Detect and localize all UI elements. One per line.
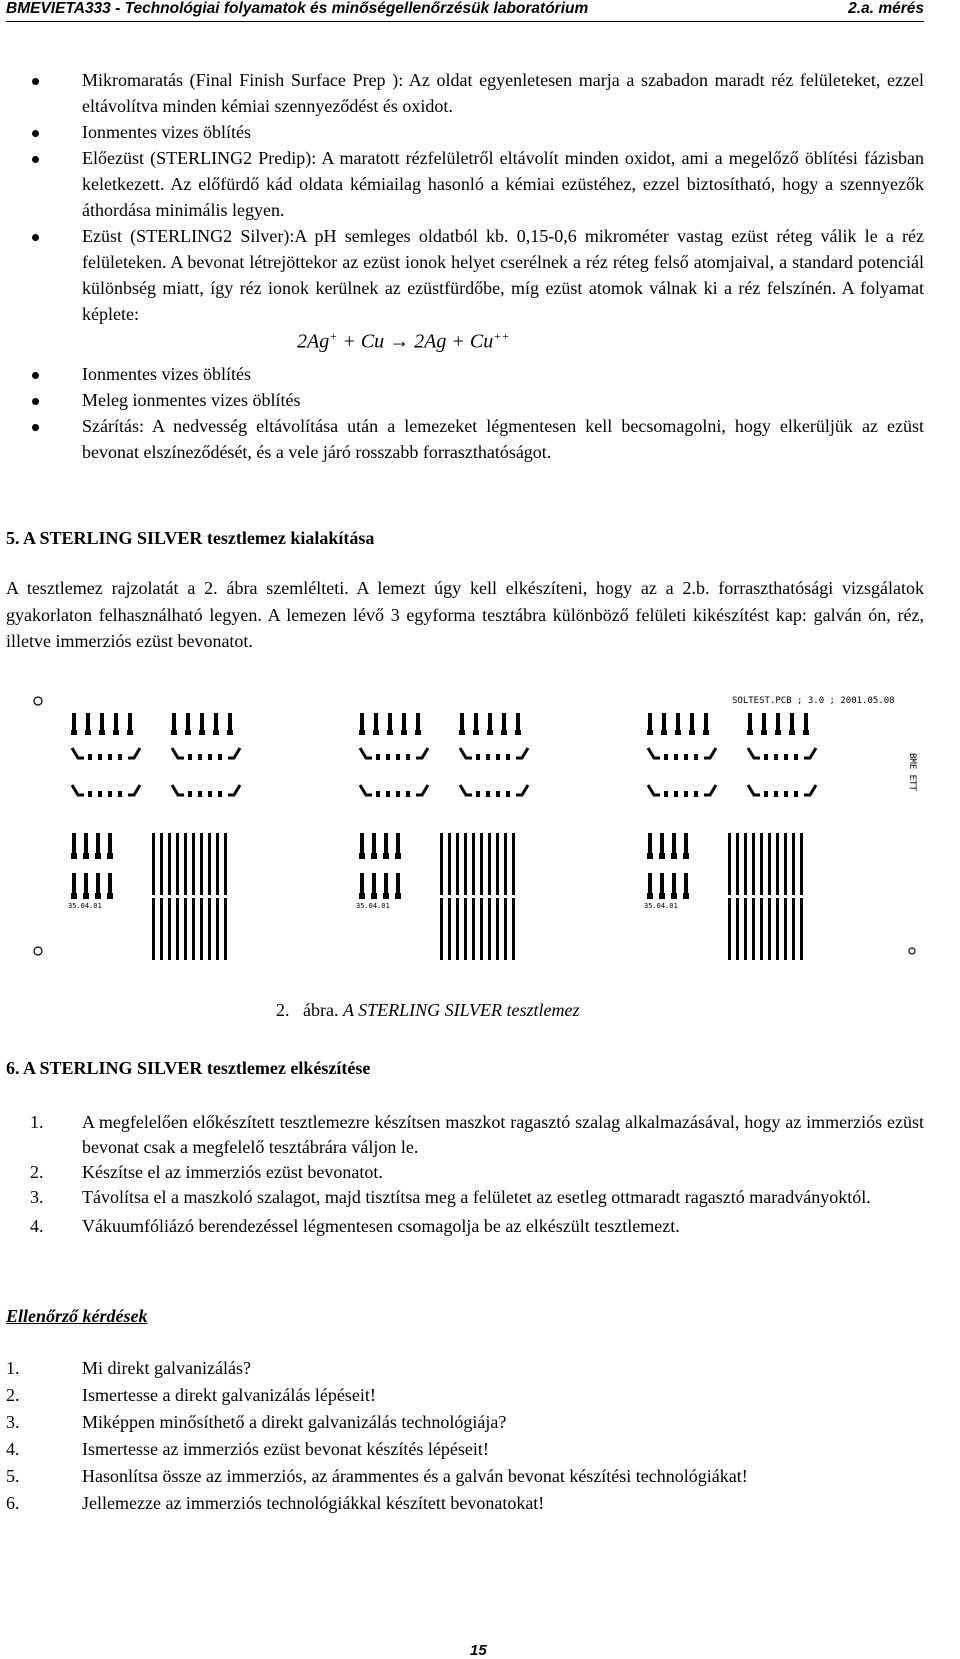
list-item: 2. Ismertesse a direkt galvanizálás lépéseit! [6, 1385, 376, 1405]
questions-title: Ellenőrző kérdések [6, 1306, 148, 1326]
svg-text:SOLTEST.PCB ; 3.0 ; 2001.05.08: SOLTEST.PCB ; 3.0 ; 2001.05.08 [732, 696, 895, 706]
reaction-formula: 2Ag+ + Cu → 2Ag + Cu++ [297, 329, 510, 353]
svg-text:35.04.01: 35.04.01 [356, 902, 390, 910]
questions-list [6, 1355, 924, 1517]
svg-text:BME ETT: BME ETT [907, 753, 917, 791]
bullet-icon [32, 372, 39, 379]
bullet-icon [32, 156, 39, 163]
bullet-icon [32, 130, 39, 137]
list-item: Meleg ionmentes vizes öblítés [32, 387, 924, 413]
bullet-icon [32, 78, 39, 85]
bullet-icon [32, 424, 39, 431]
list-item: Szárítás: A nedvesség eltávolítása után a lemezeket légmentesen kell becsomagolni, hogy elkerüljük az ezüst bevonat elszíneződését, és a vele járó rosszabb forraszthatóságot. [32, 413, 924, 465]
list-item: 1. A megfelelően előkészített tesztlemezre készítsen maszkot ragasztó szalag alkalmazásával, hogy az immerziós ezüst bevonat csak a megfelelő tesztábrára váljon le. [30, 1112, 924, 1157]
list-item: Ionmentes vizes öblítés [32, 119, 924, 145]
bullet-icon [32, 234, 39, 241]
list-item: Előezüst (STERLING2 Predip): A maratott rézfelületről eltávolít minden oxidot, ami a megelőző öblítési fázisban keletkezett. Az előfürdő kád oldata kémiailag hasonló a kémiai ezüstéhez, ezzel biztosítható, hogy a szennyezők áthordása minimális legyen. [32, 145, 924, 223]
list-item: 3. Miképpen minősíthető a direkt galvanizálás technológiája? [6, 1412, 507, 1432]
list-item: 1. Mi direkt galvanizálás? [6, 1358, 251, 1378]
svg-text:35.04.01: 35.04.01 [68, 902, 102, 910]
list-item: 3. Távolítsa el a maszkoló szalagot, majd tisztítsa meg a felületet az esetleg ottmaradt ragasztó maradványoktól. [30, 1187, 871, 1207]
header-lab-id: 2.a. mérés [848, 0, 924, 17]
bullet-icon [32, 398, 39, 405]
list-item: Mikromaratás (Final Finish Surface Prep ): Az oldat egyenletesen marja a szabadon maradt réz felületeket, ezzel eltávolítva minden kémiai szennyeződést és oxidot. [32, 67, 924, 119]
list-item: 6. Jellemezze az immerziós technológiákkal készített bevonatokat! [6, 1493, 545, 1513]
list-item: Ionmentes vizes öblítés [32, 361, 924, 387]
test-board-figure [32, 693, 922, 973]
list-item: 5. Hasonlítsa össze az immerziós, az árammentes és a galván bevonat készítési technológiákat! [6, 1466, 748, 1486]
section-5-text: A tesztlemez rajzolatát a 2. ábra szemlélteti. A lemezt úgy kell elkészíteni, hogy az a 2.b. forraszthatósági vizsgálatok gyakorlaton felhasználható legyen. A lemezen lévő 3 egyforma tesztábra különböző felületi kikészítést kap: galván ón, réz, illetve immerziós ezüst bevonatot. [6, 578, 924, 651]
list-item: Ezüst (STERLING2 Silver):A pH semleges oldatból kb. 0,15-0,6 mikrométer vastag ezüst réteg válik le a réz felületeken. A bevonat létrejöttekor az ezüst ionok helyet cserélnek a réz réteg felső atomjaival, a standard potenciál különbség miatt, így réz ionok kerülnek az ezüstfürdőbe, míg ezüst atomok válnak ki a réz felszínén. A folyamat képlete: [32, 223, 924, 327]
list-item: 2. Készítse el az immerziós ezüst bevonatot. [30, 1162, 383, 1182]
page-number: 15 [470, 1642, 487, 1659]
header-course-title: BMEVIETA333 - Technológiai folyamatok és minőségellenőrzésük laboratórium [6, 0, 589, 17]
list-item: 4. Vákuumfóliázó berendezéssel légmentesen csomagolja be az elkészült tesztlemezt. [30, 1216, 680, 1236]
figure-caption: 2. ábra. A STERLING SILVER tesztlemez [276, 1000, 580, 1020]
page-header [6, 0, 924, 22]
preparation-step-list [30, 1110, 924, 1239]
process-step-list [32, 67, 924, 465]
list-item: 4. Ismertesse az immerziós ezüst bevonat készítés lépéseit! [6, 1439, 489, 1459]
section-5-title: 5. A STERLING SILVER tesztlemez kialakítása [6, 528, 375, 548]
section-6-title: 6. A STERLING SILVER tesztlemez elkészítése [6, 1058, 371, 1078]
svg-text:35.04.01: 35.04.01 [644, 902, 678, 910]
